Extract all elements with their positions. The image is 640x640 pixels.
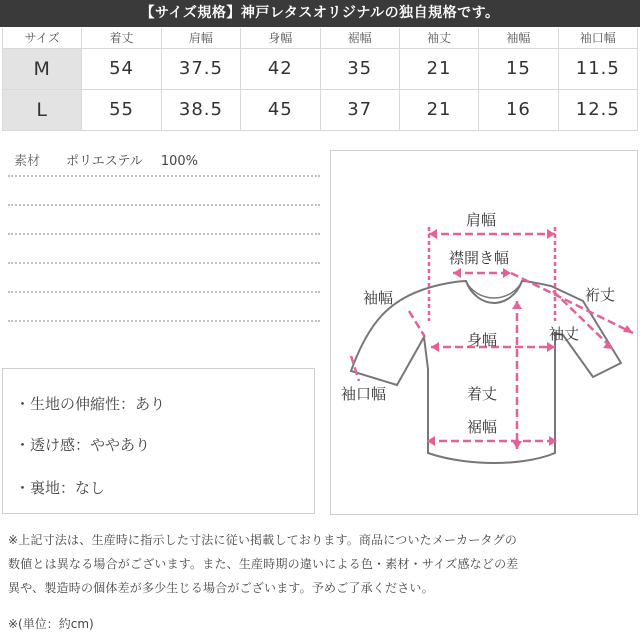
divider — [8, 262, 320, 264]
note-line: 数値とは異なる場合がございます。また、生産時期の違いによる色・素材・サイズ感などの差 — [8, 557, 519, 571]
divider — [8, 320, 320, 322]
table-row — [3, 89, 638, 130]
col-header: 袖丈 — [399, 28, 478, 48]
table-cell: 38.5 — [161, 89, 240, 130]
material-label: 素材 — [14, 154, 41, 169]
divider — [8, 175, 320, 177]
material-name: ポリエステル — [66, 154, 143, 169]
label-cuff: 袖口幅 — [341, 385, 387, 403]
col-header: 身幅 — [241, 28, 320, 48]
table-cell: 16 — [479, 89, 558, 130]
table-cell: 21 — [399, 89, 478, 130]
material-percent: 100% — [160, 154, 199, 169]
col-header: 袖幅 — [479, 28, 558, 48]
divider — [8, 204, 320, 206]
divider — [8, 233, 320, 235]
col-header: サイズ — [3, 28, 82, 48]
table-cell: 42 — [241, 48, 320, 89]
label-body-width: 身幅 — [467, 331, 498, 349]
table-cell: 37 — [320, 89, 399, 130]
label-shoulder: 肩幅 — [466, 211, 497, 229]
unit-note: ※(単位：約cm) — [8, 617, 94, 631]
table-row — [3, 48, 638, 89]
col-header: 着丈 — [82, 28, 161, 48]
material-row — [14, 150, 216, 169]
divider — [8, 291, 320, 293]
label-sleeve-length: 袖丈 — [549, 325, 580, 343]
disclaimer-note — [8, 528, 634, 600]
measurement-diagram — [330, 150, 638, 515]
col-header: 袖口幅 — [558, 28, 637, 48]
table-cell: 15 — [479, 48, 558, 89]
label-length: 着丈 — [467, 385, 498, 403]
table-cell: 45 — [241, 89, 320, 130]
size-table-header-row — [3, 28, 638, 48]
note-line: 異や、製造時の個体差が多少生じる場合がございます。予めご了承ください。 — [8, 581, 434, 595]
table-cell: 12.5 — [558, 89, 637, 130]
table-cell: 35 — [320, 48, 399, 89]
label-sleeve-width: 袖幅 — [363, 289, 394, 307]
col-header: 裾幅 — [320, 28, 399, 48]
table-cell: 54 — [82, 48, 161, 89]
feature-sheerness: ・透け感：ややあり — [15, 436, 151, 454]
size-cell: L — [3, 89, 82, 130]
fabric-features-box — [2, 368, 315, 514]
size-cell: M — [3, 48, 82, 89]
table-cell: 21 — [399, 48, 478, 89]
label-neck: 襟開き幅 — [449, 249, 510, 267]
table-cell: 55 — [82, 89, 161, 130]
label-hem: 裾幅 — [467, 418, 498, 436]
note-line: ※上記寸法は、生産時に指示した寸法に従い掲載しております。商品についたメーカータグの — [8, 533, 518, 547]
size-table — [2, 28, 638, 131]
label-raglan: 裄丈 — [585, 286, 616, 304]
col-header: 肩幅 — [161, 28, 240, 48]
size-spec-header: 【サイズ規格】神戸レタスオリジナルの独自規格です。 — [0, 0, 640, 27]
feature-stretch: ・生地の伸縮性：あり — [15, 395, 166, 413]
table-cell: 11.5 — [558, 48, 637, 89]
table-cell: 37.5 — [161, 48, 240, 89]
feature-lining: ・裏地：なし — [15, 479, 106, 497]
